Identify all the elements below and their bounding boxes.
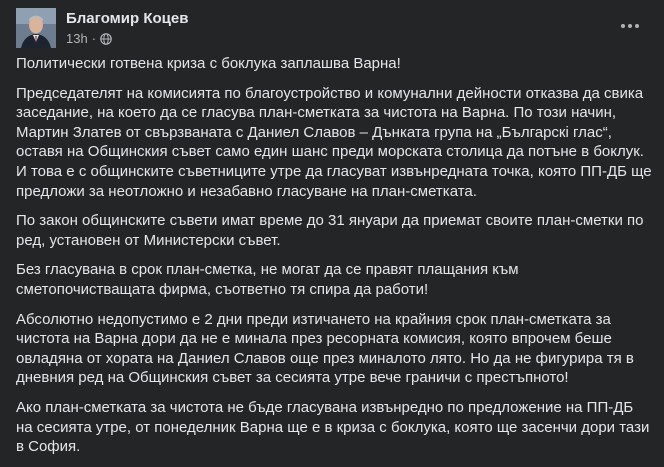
post-paragraph: Политически готвена криза с боклука заплашва Варна! — [16, 55, 401, 72]
post-paragraph: Абсолютно недопустимо е 2 дни преди изтичането на крайния срок план-сметката за чистота на Варна дори да не е минала през ресорната комисия, която впрочем беше овладяна от хората на Даниел Славов още през миналото лято. Но да не фигурира тя в дневния ред на Общинския съвет за сесията утре вече граничи с престъпното! — [16, 310, 634, 387]
post-body — [16, 54, 652, 467]
post-paragraph: По закон общинските съвети имат време до 31 януари да приемат своите план-сметки по ред, установен от Министерски съвет. — [16, 212, 644, 249]
post-timestamp[interactable]: 13h — [66, 31, 88, 46]
more-horizontal-icon — [620, 23, 640, 29]
author-name[interactable]: Благомир Коцев — [66, 10, 189, 27]
avatar-image — [16, 8, 56, 48]
meta-separator: · — [91, 31, 97, 46]
post-meta — [66, 31, 112, 46]
globe-icon[interactable] — [100, 33, 112, 45]
author-avatar[interactable] — [16, 8, 56, 48]
post-header — [16, 6, 648, 46]
post-paragraph: Ако план-сметката за чистота не бъде гласувана извънредно по предложение на ПП-ДБ на сесията утре, от понеделник Варна ще е в криза с боклука, която ще засенчи дори тази в София. — [16, 398, 650, 456]
post-paragraph: Председателят на комисията по благоустройство и комунални дейности отказва да свика заседание, на което да се гласува план-сметката за чистота на Варна. По този начин, Мартин Златев от свързваната с Даниел Славов – Дънката група на „Българскi глас“, оставя на Общинския съвет само един шанс преди морската столица да потъне в боклук. И това е с общинските съветниците утре да гласуват извънредната точка, която ПП-ДБ ще предложи за неотложно и незабавно гласуване на план-сметката. — [16, 84, 652, 200]
post-paragraph: Без гласувана в срок план-сметка, не могат да се правят плащания към сметопочистващата фирма, съответно тя спира да работи! — [16, 261, 519, 298]
post-options-button[interactable] — [612, 8, 648, 44]
